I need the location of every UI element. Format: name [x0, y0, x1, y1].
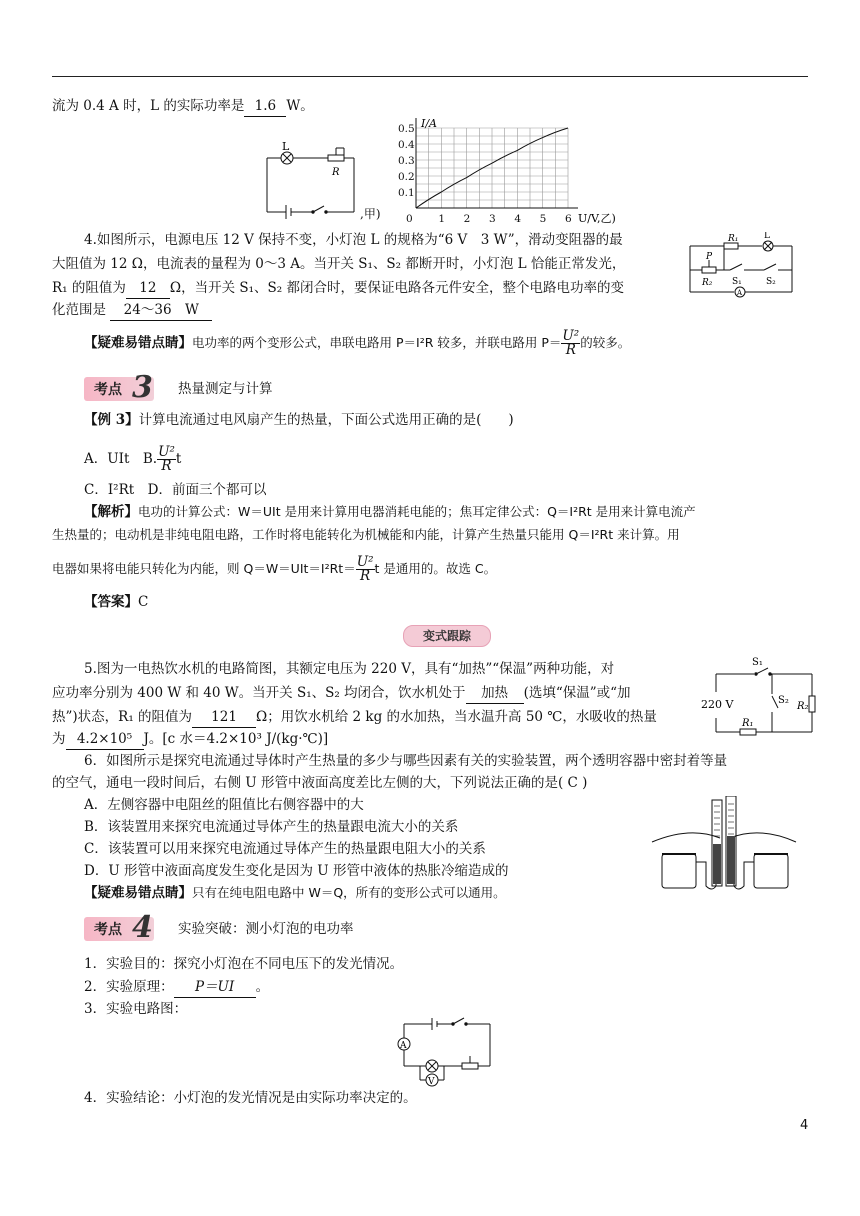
- x-tick-label: 6: [565, 213, 572, 225]
- answer-blank: 1.6: [244, 96, 286, 117]
- svg-text:R₁: R₁: [742, 718, 754, 729]
- answer-blank: 121: [192, 707, 256, 728]
- y-tick-label: 0.4: [398, 139, 415, 151]
- x-tick-label: 2: [463, 213, 471, 225]
- kaodian-4-title: 实验突破：测小灯泡的电功率: [178, 921, 354, 937]
- graph-ylabel: I/A: [421, 117, 437, 130]
- answer-blank: P＝UI: [174, 977, 256, 998]
- tip-2: 【疑难易错点睛】只有在纯电阻电路中 W＝Q，所有的变形公式可以通用。: [84, 885, 506, 901]
- y-tick-label: 0.5: [398, 123, 415, 135]
- u-tube-apparatus: [650, 796, 800, 896]
- y-tick-label: 0.2: [398, 171, 415, 183]
- svg-text:R₂: R₂: [797, 701, 809, 712]
- svg-text:S₂: S₂: [766, 277, 776, 287]
- circuit-q4: [684, 232, 808, 308]
- answer-line: 【答案】C: [84, 594, 149, 610]
- analysis-line-2: 生热量的；电动机是非纯电阻电路，工作时将电能转化为机械能和内能，计算产生热量只能用 Q＝I²Rt 来计算。用: [52, 527, 680, 542]
- example-3-options-cd: C．I²Rt D．前面三个都可以: [84, 482, 267, 498]
- x-tick-label: 0: [406, 213, 413, 225]
- svg-text:220 V: 220 V: [701, 698, 734, 711]
- q5-line-2: 应功率分别为 400 W 和 40 W。当开关 S₁、S₂ 均闭合，饮水机处于 加热 (选填“保温”或“加: [52, 683, 631, 704]
- answer-blank: 加热: [466, 683, 524, 704]
- kaodian-3-title: 热量测定与计算: [178, 381, 273, 397]
- example-3-options-ab: A．UIt B. $\frac{\text{U²}}{R}$ t: [84, 444, 182, 474]
- bianshi-banner: 变式跟踪: [403, 625, 491, 647]
- exp-item-4: 4．实验结论：小灯泡的发光情况是由实际功率决定的。: [84, 1090, 417, 1106]
- y-tick-label: 0.1: [398, 187, 415, 199]
- svg-text:S₂: S₂: [778, 695, 789, 706]
- exp-item-3: 3．实验电路图：: [84, 1001, 188, 1017]
- svg-text:V: V: [428, 1077, 435, 1087]
- analysis-line-1: 【解析】电功的计算公式：W＝UIt 是用来计算用电器消耗电能的；焦耳定律公式：Q＝I²Rt 是用来计算电流产: [84, 504, 696, 520]
- q5-line-4: 为 4.2×10⁵ J。[c 水＝4.2×10³ J/(kg·℃)]: [52, 729, 328, 750]
- svg-text:A: A: [400, 1041, 407, 1051]
- graph-xlabel: U/V,乙): [578, 212, 616, 225]
- answer-blank: 24～36 W: [110, 300, 212, 321]
- x-tick-label: 1: [438, 213, 446, 225]
- svg-text:R₁: R₁: [728, 234, 739, 244]
- svg-text:S₁: S₁: [752, 657, 763, 668]
- q5-line-1: 5.图为一电热饮水机的电路简图，其额定电压为 220 V，具有“加热”“保温”两种功能，对: [84, 661, 615, 677]
- x-tick-label: 4: [514, 213, 522, 225]
- y-tick-label: 0.3: [398, 155, 415, 167]
- q4-line-2: 大阻值为 12 Ω，电流表的量程为 0～3 A。当开关 S₁、S₂ 都断开时，小灯泡 L 恰能正常发光，: [52, 256, 626, 272]
- q6-option-c: C．该装置可以用来探究电流通过导体产生的热量跟电阻大小的关系: [84, 841, 486, 857]
- resistor-label: R: [332, 167, 340, 178]
- experiment-circuit: [392, 1016, 502, 1092]
- tip-1: 【疑难易错点睛】电功率的两个变形公式，串联电路用 P＝I²R 较多，并联电路用 P＝ $\frac{\text{U²}}{R}$ 的较多。: [84, 328, 631, 358]
- lamp-label: L: [282, 140, 290, 153]
- q4-line-1: 4.如图所示，电源电压 12 V 保持不变，小灯泡 L 的规格为“6 V 3 W”，滑动变阻器的最: [84, 232, 623, 248]
- q6-option-d: D．U 形管中液面高度发生变化是因为 U 形管中液体的热胀冷缩造成的: [84, 863, 509, 879]
- analysis-line-3: 电器如果将电能只转化为内能，则 Q＝W＝UIt＝I²Rt＝ $\frac{\text{U²}}{R}$ t 是通用的。故选 C。: [52, 554, 497, 584]
- q4-line-3: R₁ 的阻值为 12 Ω，当开关 S₁、S₂ 都闭合时，要保证电路各元件安全，整个电路电功率的变: [52, 278, 624, 299]
- x-tick-label: 3: [489, 213, 496, 225]
- answer-blank: 4.2×10⁵: [66, 729, 144, 750]
- svg-text:P: P: [706, 252, 713, 262]
- example-3: 【例 3】计算电流通过电风扇产生的热量，下面公式选用正确的是( ): [84, 412, 514, 428]
- exp-item-2: 2．实验原理： P＝UI 。: [84, 977, 269, 998]
- header-rule: [52, 76, 808, 77]
- q5-line-3: 热”)状态，R₁ 的阻值为 121 Ω；用饮水机给 2 kg 的水加热，当水温升高 50 ℃，水吸收的热量: [52, 707, 657, 728]
- svg-text:R₂: R₂: [702, 278, 713, 288]
- exp-item-1: 1．实验目的：探究小灯泡在不同电压下的发光情况。: [84, 956, 404, 972]
- q3-tail-line: 流为 0.4 A 时，L 的实际功率是 1.6 W。: [52, 96, 314, 117]
- kaodian-3-badge: 考点 3: [84, 377, 154, 401]
- circuit-q5: [700, 656, 824, 746]
- jia-label: ,甲): [360, 207, 381, 221]
- svg-text:L: L: [764, 232, 770, 241]
- q6-line-1: 6．如图所示是探究电流通过导体时产生热量的多少与哪些因素有关的实验装置，两个透明容器中密封着等量: [84, 753, 728, 769]
- q6-option-a: A．左侧容器中电阻丝的阻值比右侧容器中的大: [84, 797, 364, 813]
- x-tick-label: 5: [539, 213, 547, 225]
- svg-text:A: A: [737, 289, 743, 297]
- svg-text:S₁: S₁: [732, 277, 742, 287]
- q6-option-b: B．该装置用来探究电流通过导体产生的热量跟电流大小的关系: [84, 819, 459, 835]
- kaodian-4-badge: 考点 4: [84, 917, 154, 941]
- iu-graph: [392, 112, 642, 228]
- q6-line-2: 的空气，通电一段时间后，右侧 U 形管中液面高度差比左侧的大，下列说法正确的是( C ): [52, 775, 588, 791]
- q4-line-4: 化范围是 24～36 W: [52, 300, 212, 321]
- page-number: 4: [800, 1118, 809, 1133]
- answer-blank: 12: [126, 278, 170, 299]
